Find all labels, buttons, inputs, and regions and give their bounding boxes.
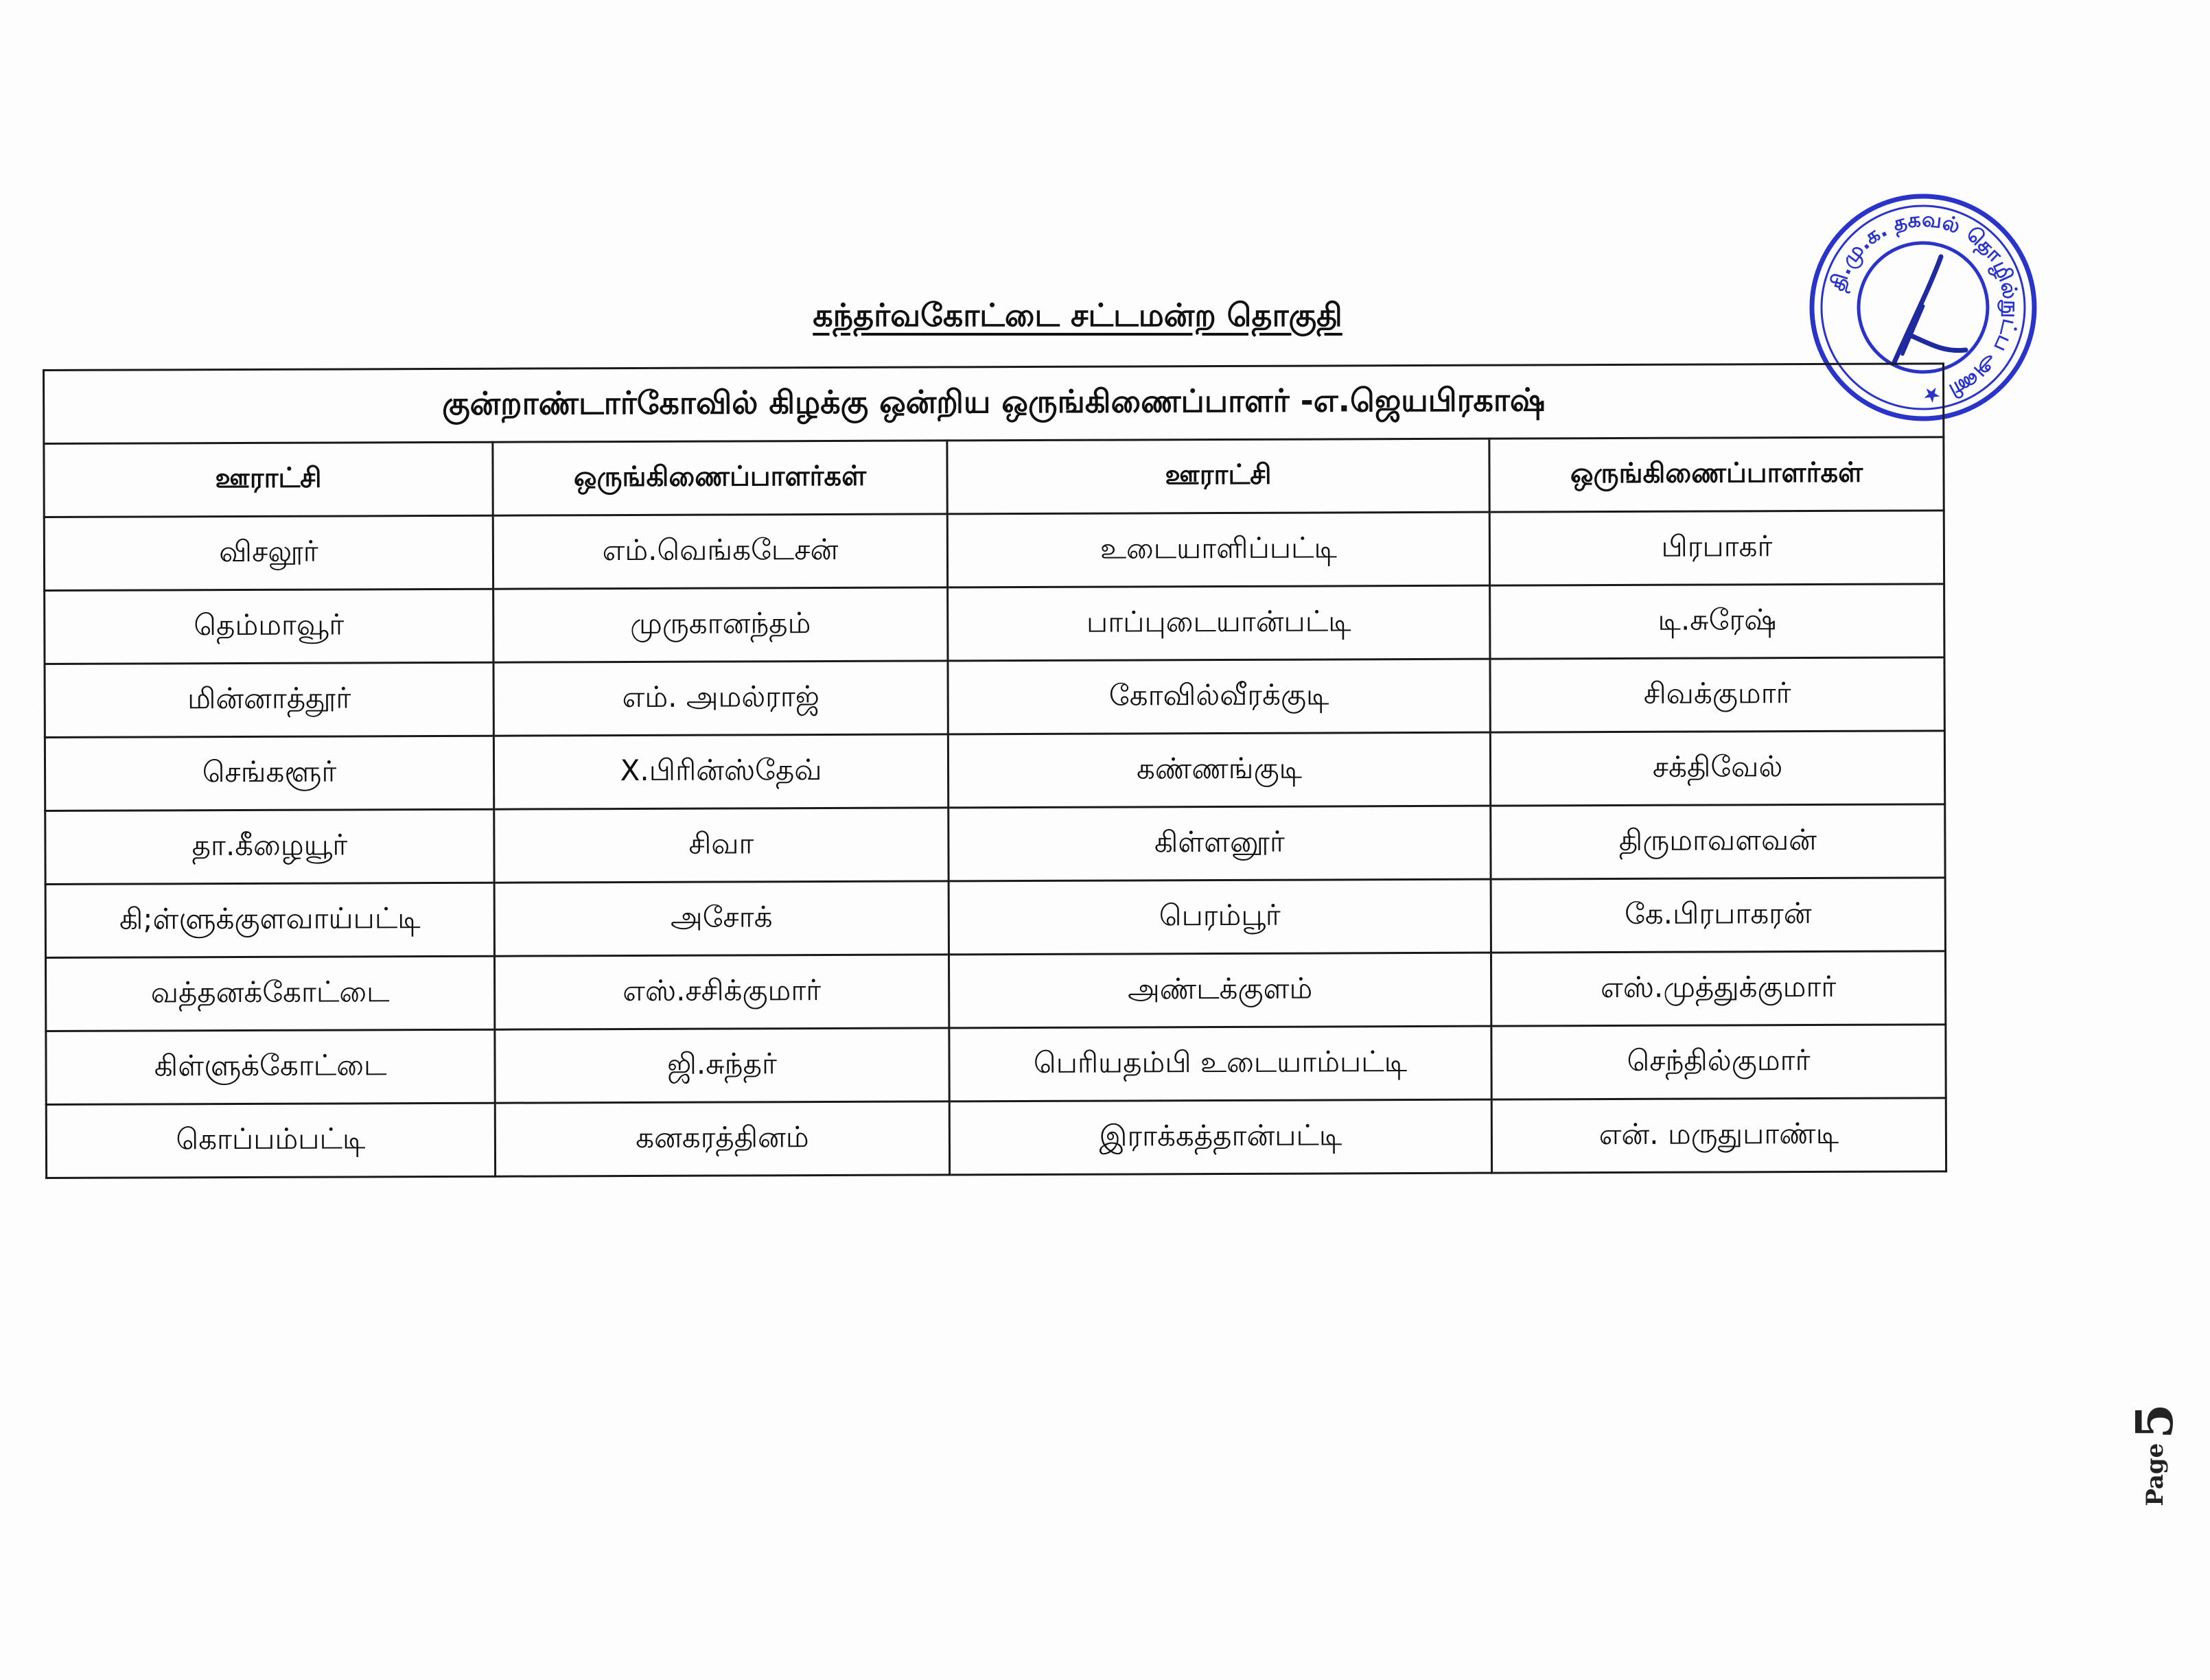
table-cell: எஸ்.முத்துக்குமார் — [1491, 951, 1945, 1026]
table-row — [45, 804, 1945, 885]
table-cell: செந்தில்குமார் — [1491, 1025, 1946, 1099]
table-cell: கண்ணங்குடி — [948, 732, 1490, 808]
table-cell: அண்டக்குளம் — [949, 953, 1491, 1028]
page-label: Page — [2141, 1443, 2169, 1506]
table-row — [45, 951, 1945, 1031]
table-banner-row — [44, 364, 1944, 444]
table-cell: எஸ்.சசிக்குமார் — [494, 955, 949, 1029]
table-row — [45, 584, 1944, 664]
page-number — [2086, 1403, 2210, 1506]
table-cell: திருமாவளவன் — [1491, 804, 1945, 879]
table-cell: பாப்புடையான்பட்டி — [948, 585, 1490, 661]
table-cell: கே.பிரபாகரன் — [1491, 878, 1945, 953]
table-cell: சிவா — [494, 808, 949, 883]
table-cell: தெம்மாவூர் — [45, 589, 493, 664]
table-cell: இராக்கத்தான்பட்டி — [949, 1099, 1491, 1175]
table-row — [46, 1025, 1946, 1105]
column-header: ஊராட்சி — [947, 439, 1489, 514]
table-row — [45, 731, 1944, 811]
page-number-value: 5 — [2126, 1403, 2185, 1439]
table-cell: எம். அமல்ராஜ் — [493, 661, 948, 736]
table-cell: கிள்ளுக்கோட்டை — [46, 1029, 495, 1104]
table-row — [45, 657, 1944, 738]
table-cell: சிவக்குமார் — [1490, 657, 1944, 732]
coordinator-table — [43, 362, 1947, 1179]
table-cell: ஜி.சுந்தர் — [495, 1028, 949, 1103]
table-cell: வத்தனக்கோட்டை — [45, 956, 494, 1031]
table-row — [44, 511, 1944, 591]
table-cell: பிரபாகர் — [1489, 511, 1944, 585]
table-cell: முருகானந்தம் — [493, 587, 948, 662]
table-cell: விசலூர் — [44, 515, 493, 590]
column-header: ஒருங்கிணைப்பாளர்கள் — [1489, 437, 1944, 512]
table-cell: அசோக் — [494, 881, 949, 956]
table-cell: கனகரத்தினம் — [495, 1101, 949, 1176]
table-cell: டி.சுரேஷ் — [1490, 584, 1944, 659]
table-cell: செங்களூர் — [45, 736, 493, 810]
table-cell: மின்னாத்தூர் — [45, 662, 493, 737]
table-cell: கி;ள்ளுக்குளவாய்பட்டி — [45, 883, 494, 957]
table-cell: தா.கீழையூர் — [45, 809, 494, 884]
table-cell: சக்திவேல் — [1490, 731, 1944, 806]
table-cell: என். மருதுபாண்டி — [1491, 1098, 1946, 1173]
column-header: ஒருங்கிணைப்பாளர்கள் — [493, 441, 947, 515]
table-cell: கிள்ளனூர் — [949, 806, 1491, 881]
table-cell: பெரம்பூர் — [949, 879, 1491, 955]
document-title: கந்தர்வகோட்டை சட்டமன்ற தொகுதி — [813, 296, 1342, 334]
table-cell: எம்.வெங்கடேசன் — [493, 514, 947, 589]
table-row — [45, 878, 1945, 958]
table-cell: கொப்பம்பட்டி — [46, 1103, 495, 1178]
union-coordinator-banner: குன்றாண்டார்கோவில் கிழக்கு ஒன்றிய ஒருங்கிணைப்பாளர் -எ.ஜெயபிரகாஷ் — [44, 364, 1944, 444]
table-cell: பெரியதம்பி உடையாம்பட்டி — [949, 1026, 1491, 1101]
table-cell: X.பிரின்ஸ்தேவ் — [493, 734, 948, 809]
table-row — [46, 1098, 1946, 1178]
column-header: ஊராட்சி — [44, 442, 493, 517]
table-cell: உடையாளிப்பட்டி — [947, 512, 1489, 587]
table-header-row — [44, 437, 1944, 517]
table-cell: கோவில்வீரக்குடி — [948, 659, 1490, 734]
svg-text:தி.மு.க. தகவல் தொழில்நுட்ப அணி: தி.மு.க. தகவல் தொழில்நுட்ப அணி ★ — [1825, 207, 2023, 408]
